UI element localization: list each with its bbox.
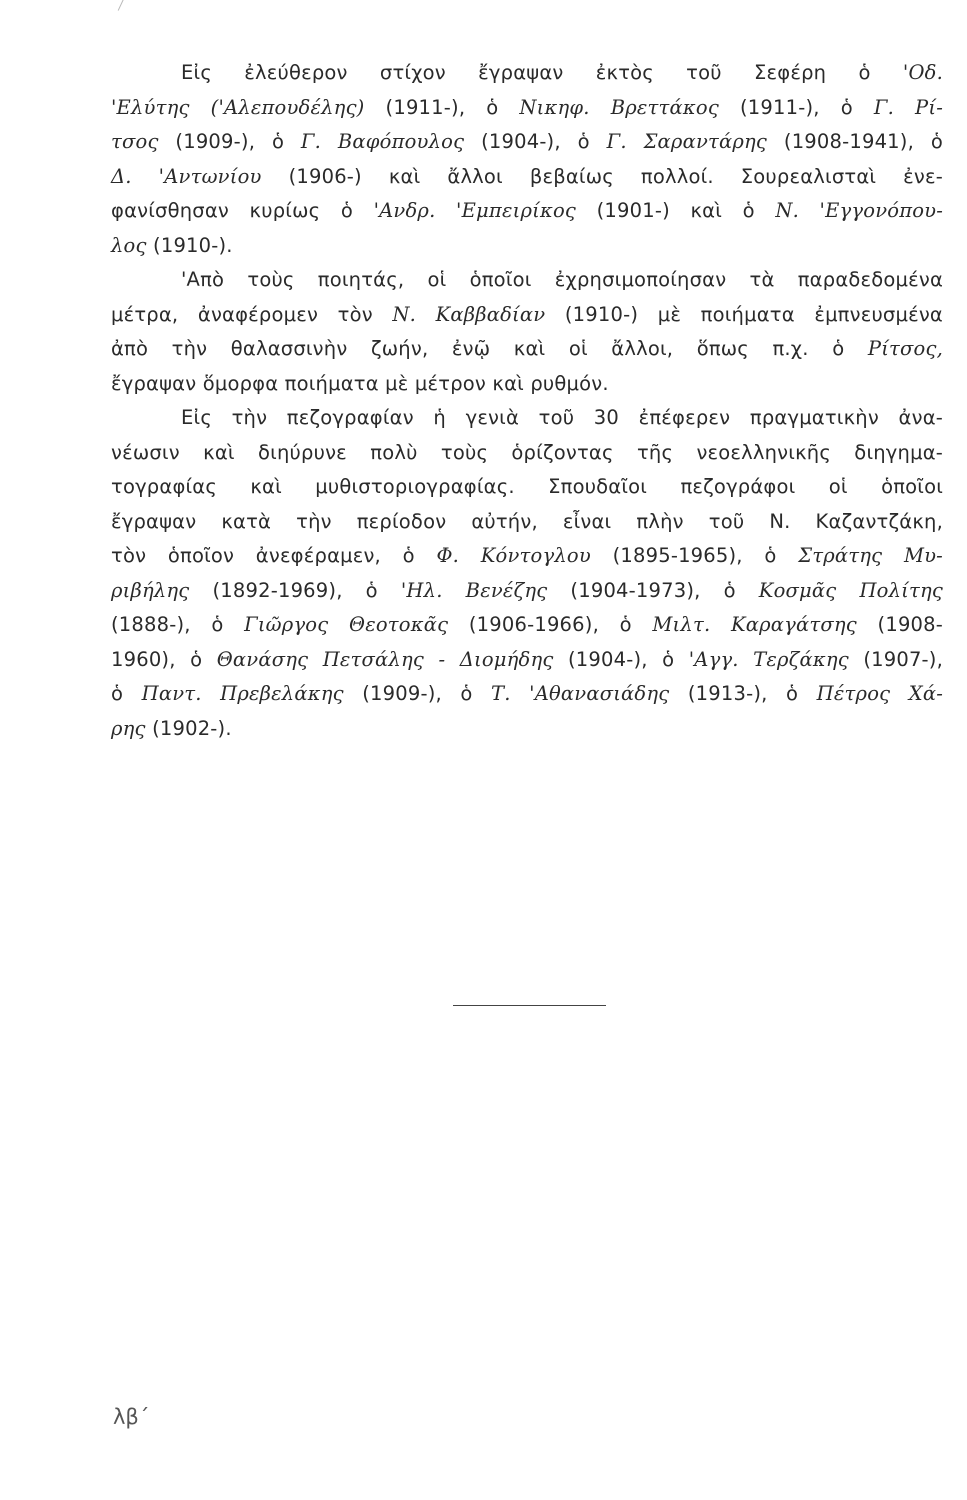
text-line	[111, 401, 943, 436]
scan-mark	[118, 0, 128, 12]
text-line	[111, 332, 943, 367]
italic-name: Φ. Κόντογλου	[436, 544, 591, 567]
text-line	[111, 436, 943, 471]
italic-name: Γ. Σαραντάρης	[606, 130, 768, 153]
text-run: (1911-), ὁ	[718, 95, 874, 119]
text-line	[111, 160, 943, 195]
text-run: 'Απὸ τοὺς ποιητάς, οἱ ὁποῖοι ἐχρησιμοποίησαν τὰ παραδεδομένα	[181, 268, 943, 291]
text-run: (1907-),	[848, 647, 943, 671]
text-run: (1908-1941), ὁ	[767, 130, 943, 153]
text-line	[111, 56, 943, 91]
text-run: μέτρα, ἀναφέρομεν τὸν	[111, 302, 393, 326]
text-run: (1910-).	[146, 233, 233, 257]
text-line	[111, 712, 943, 747]
text-run: φανίσθησαν κυρίως ὁ	[111, 199, 374, 222]
text-line	[111, 367, 943, 402]
text-run: τὸν ὁποῖον ἀνεφέραμεν, ὁ	[111, 544, 437, 567]
italic-name: Ν. 'Εγγονόπου-	[775, 199, 943, 222]
italic-name: ριβήλης	[111, 578, 190, 602]
text-run: (1892-1969), ὁ	[189, 578, 401, 602]
page-number: λβ΄	[113, 1405, 150, 1429]
text-line	[111, 263, 943, 298]
text-run: (1904-), ὁ	[464, 130, 607, 153]
text-run: ἀπὸ τὴν θαλασσινὴν ζωήν, ἐνῷ καὶ οἱ ἄλλοι, ὅπως π.χ. ὁ	[111, 337, 868, 360]
text-run: νέωσιν καὶ διηύρυνε πολὺ τοὺς ὁρίζοντας τῆς νεοελληνικῆς διηγημα-	[111, 440, 943, 464]
text-run: (1895-1965), ὁ	[590, 544, 799, 567]
italic-name: Κοσμᾶς Πολίτης	[758, 578, 943, 602]
text-line	[111, 505, 943, 540]
text-line	[111, 574, 943, 609]
italic-name: Γιῶργος Θεοτοκᾶς	[244, 613, 449, 636]
text-run: (1909-), ὁ	[343, 682, 492, 705]
text-run: Εἰς τὴν πεζογραφίαν ἡ γενιὰ τοῦ 30 ἐπέφερεν πραγματικὴν ἀνα-	[181, 406, 943, 429]
text-line	[111, 539, 943, 574]
text-run: (1906-1966), ὁ	[448, 613, 653, 636]
italic-name: Δ. 'Αντωνίου	[111, 164, 262, 188]
italic-name: 'Ελύτης ('Αλεπουδέλης)	[111, 95, 365, 119]
italic-name: Τ. 'Αθανασιάδης	[491, 682, 670, 705]
italic-name: Ν. Καββαδίαν	[392, 302, 546, 326]
italic-name: 'Οδ.	[902, 61, 943, 84]
text-run: (1904-), ὁ	[553, 647, 689, 671]
text-run: τογραφίας καὶ μυθιστοριογραφίας. Σπουδαῖοι πεζογράφοι οἱ ὁποῖοι	[111, 475, 943, 498]
italic-name: ρης	[111, 716, 146, 740]
italic-name: 'Αγγ. Τερζάκης	[688, 647, 849, 671]
text-run: (1913-), ὁ	[669, 682, 817, 705]
text-line	[111, 298, 943, 333]
italic-name: Ρίτσος,	[867, 337, 943, 360]
italic-name: Μιλτ. Καραγάτσης	[652, 613, 857, 636]
text-run: (1906-) καὶ ἄλλοι βεβαίως πολλοί. Σουρεαλισταὶ ἐνε-	[261, 164, 943, 188]
italic-name: λος	[111, 233, 147, 257]
text-run: (1908-	[856, 613, 944, 636]
text-run: (1911-), ὁ	[364, 95, 520, 119]
italic-name: τσος	[111, 130, 159, 153]
text-run: (1888-), ὁ	[111, 613, 245, 636]
text-run: ὁ	[111, 682, 142, 705]
italic-name: Πέτρος Χά-	[816, 682, 943, 705]
separator-rule	[453, 1005, 606, 1006]
italic-name: Θανάσης Πετσάλης - Διομήδης	[216, 647, 554, 671]
text-run: 1960), ὁ	[111, 647, 217, 671]
text-run: Εἰς ἐλεύθερον στίχον ἔγραψαν ἐκτὸς τοῦ Σεφέρη ὁ	[181, 61, 903, 84]
text-run: (1909-), ὁ	[158, 130, 301, 153]
text-run: (1904-1973), ὁ	[547, 578, 759, 602]
italic-name: Παντ. Πρεβελάκης	[141, 682, 344, 705]
italic-name: Στράτης Μυ-	[798, 544, 943, 567]
text-run: ἔγραψαν ὅμορφα ποιήματα μὲ μέτρον καὶ ρυθμόν.	[111, 371, 609, 395]
text-line	[111, 608, 943, 643]
italic-name: Γ. Βαφόπουλος	[300, 130, 465, 153]
text-line	[111, 643, 943, 678]
italic-name: 'Ηλ. Βενέζης	[400, 578, 548, 602]
text-run: (1902-).	[145, 716, 232, 740]
text-line	[111, 125, 943, 160]
text-line	[111, 91, 943, 126]
italic-name: 'Ανδρ. 'Εμπειρίκος	[373, 199, 577, 222]
body-text	[111, 56, 943, 746]
text-run: (1910-) μὲ ποιήματα ἐμπνευσμένα	[545, 302, 943, 326]
italic-name: Γ. Ρί-	[873, 95, 943, 119]
text-line	[111, 470, 943, 505]
text-run: (1901-) καὶ ὁ	[576, 199, 776, 222]
italic-name: Νικηφ. Βρεττάκος	[519, 95, 719, 119]
text-run: ἔγραψαν κατὰ τὴν περίοδον αὐτήν, εἶναι πλὴν τοῦ Ν. Καζαντζάκη,	[111, 509, 943, 533]
text-line	[111, 677, 943, 712]
text-line	[111, 229, 943, 264]
text-line	[111, 194, 943, 229]
